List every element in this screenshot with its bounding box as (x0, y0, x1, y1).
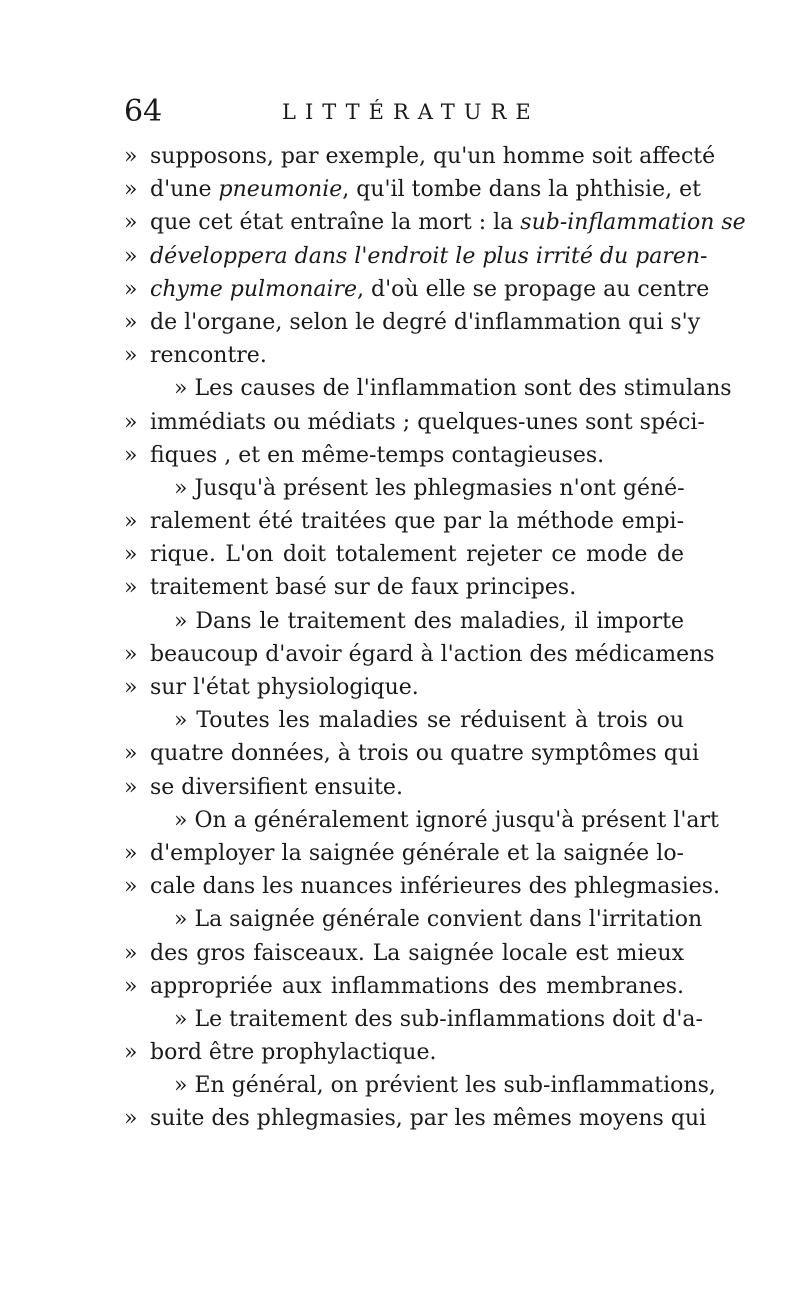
text-line (124, 804, 719, 837)
text-line (124, 837, 684, 870)
line-text (174, 704, 684, 737)
text-run: ralement été traitées que par la méthode empi- (150, 509, 684, 535)
line-text (150, 173, 701, 206)
text-run: » Jusqu'à présent les phlegmasies n'ont géné- (174, 475, 685, 501)
text-line (124, 771, 684, 804)
text-run: des gros faisceaux. La saignée locale est mieux (150, 940, 684, 966)
text-line (124, 903, 703, 936)
text-run: bord être prophylactique. (150, 1040, 437, 1066)
italic-text: sub-inflammation se (520, 210, 746, 236)
guillemet-mark: » (124, 675, 138, 700)
text-run: d'employer la saignée générale et la saignée lo- (150, 840, 684, 866)
text-run: » Toutes les maladies se réduisent à trois ou (174, 708, 684, 734)
text-line (124, 372, 732, 405)
text-run: » Les causes de l'inflammation sont des stimulans (174, 376, 732, 402)
line-text (150, 671, 684, 704)
line-text (150, 273, 710, 306)
line-text (150, 439, 684, 472)
line-text (150, 737, 700, 770)
text-run: appropriée aux inflammations des membranes. (150, 973, 684, 999)
text-run: » Dans le traitement des maladies, il importe (174, 608, 684, 634)
text-run: , qu'il tombe dans la phthisie, et (342, 177, 701, 203)
italic-text: pneumonie (218, 177, 343, 203)
guillemet-mark: » (124, 409, 138, 435)
text-run: supposons, par exemple, qu'un homme soit affecté (150, 144, 716, 169)
text-run: suite des phlegmasies, par les mêmes moyens qui (150, 1106, 707, 1132)
line-text (150, 1102, 707, 1135)
text-line (124, 1036, 684, 1069)
line-text (174, 472, 684, 505)
text-run: immédiats ou médiats ; quelques-unes sont spéci- (150, 409, 705, 435)
guillemet-mark: » (124, 741, 138, 767)
line-text (150, 970, 684, 1003)
text-run: » La saignée générale convient dans l'irritation (174, 907, 703, 933)
text-line (124, 406, 705, 439)
text-run: » Le traitement des sub-inflammations doit d'a- (174, 1006, 703, 1032)
line-text (174, 1003, 703, 1036)
line-text (150, 206, 746, 239)
italic-text: chyme pulmonaire (150, 276, 358, 302)
line-text (150, 406, 705, 439)
page-number: 64 (124, 94, 163, 129)
line-text (150, 306, 701, 339)
guillemet-mark: » (124, 973, 138, 999)
line-text (150, 505, 684, 538)
guillemet-mark: » (124, 442, 138, 468)
text-line (124, 1069, 716, 1102)
guillemet-mark: » (124, 343, 138, 369)
text-line (124, 505, 684, 538)
text-line (124, 240, 708, 273)
guillemet-mark: » (124, 243, 138, 269)
text-run: traitement basé sur de faux principes. (150, 575, 577, 601)
text-line (124, 1003, 703, 1036)
text-line (124, 439, 684, 472)
text-run: , d'où elle se propage au centre (357, 276, 710, 302)
line-text (174, 903, 703, 936)
text-run: » En général, on prévient les sub-inflammations, (174, 1073, 716, 1099)
guillemet-mark: » (124, 309, 138, 335)
text-line (124, 273, 710, 306)
text-run: de l'organe, selon le degré d'inflammation qui s'y (150, 309, 701, 335)
page-header (124, 92, 684, 132)
text-run: d'une (150, 177, 219, 203)
guillemet-mark: » (124, 542, 138, 568)
line-text (174, 1069, 716, 1102)
text-line (124, 671, 684, 704)
guillemet-mark: » (124, 1040, 138, 1066)
text-run: rencontre. (150, 343, 267, 369)
text-line (124, 339, 684, 372)
text-line (124, 1102, 707, 1135)
line-text (150, 937, 684, 970)
line-text (150, 1036, 684, 1069)
guillemet-mark: » (124, 210, 138, 236)
text-line (124, 173, 701, 206)
line-text (150, 837, 684, 870)
text-run: cale dans les nuances inférieures des phlegmasies. (150, 874, 721, 900)
line-text (174, 372, 732, 405)
text-line (124, 605, 684, 638)
line-text (150, 638, 715, 671)
running-title: LITTÉRATURE (282, 100, 540, 124)
text-run: se diversifient ensuite. (150, 774, 403, 800)
guillemet-mark: » (124, 840, 138, 866)
text-line (124, 970, 684, 1003)
line-text (174, 605, 684, 638)
guillemet-mark: » (124, 1106, 138, 1132)
line-text (150, 339, 684, 372)
italic-text: développera dans l'endroit le plus irrité du paren- (150, 243, 708, 269)
line-text (150, 140, 716, 173)
guillemet-mark: » (124, 874, 138, 900)
line-text (150, 771, 684, 804)
text-run: rique. L'on doit totalement rejeter ce mode de (150, 542, 684, 568)
text-line (124, 937, 684, 970)
guillemet-mark: » (124, 575, 138, 601)
guillemet-mark: » (124, 276, 138, 302)
text-run: fiques , et en même-temps contagieuses. (150, 442, 605, 468)
line-text (150, 538, 684, 571)
text-run: quatre données, à trois ou quatre symptômes qui (150, 741, 700, 767)
text-line (124, 140, 716, 173)
text-line (124, 704, 684, 737)
guillemet-mark: » (124, 177, 138, 203)
guillemet-mark: » (124, 774, 138, 800)
text-line (124, 571, 684, 604)
guillemet-mark: » (124, 144, 138, 169)
text-line (124, 206, 746, 239)
text-run: que cet état entraîne la mort : la (150, 210, 521, 236)
text-line (124, 538, 684, 571)
guillemet-mark: » (124, 641, 138, 667)
line-text (174, 804, 719, 837)
guillemet-mark: » (124, 509, 138, 535)
text-line (124, 306, 701, 339)
text-line (124, 472, 684, 505)
text-line (124, 737, 700, 770)
guillemet-mark: » (124, 940, 138, 966)
line-text (150, 870, 721, 903)
text-line (124, 870, 721, 903)
text-run: beaucoup d'avoir égard à l'action des médicamens (150, 641, 715, 667)
line-text (150, 240, 708, 273)
line-text (150, 571, 684, 604)
body-text (124, 140, 746, 1136)
text-line (124, 638, 715, 671)
text-run: sur l'état physiologique. (150, 675, 419, 700)
text-run: » On a généralement ignoré jusqu'à présent l'art (174, 807, 719, 833)
